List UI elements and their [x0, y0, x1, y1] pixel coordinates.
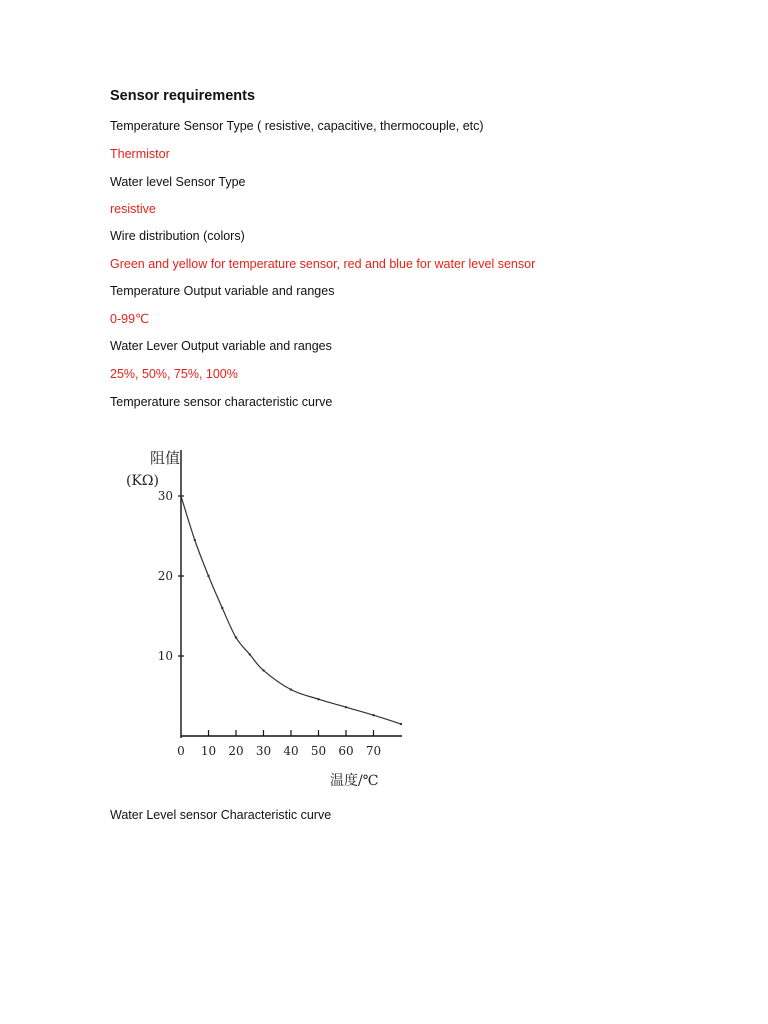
chart-x-tick-label: 30 [255, 744, 272, 758]
water-type-label: Water level Sensor Type [110, 175, 246, 189]
chart-data-point [290, 688, 292, 690]
chart-data-point [207, 575, 209, 577]
water-output-value: 25%, 50%, 75%, 100% [110, 367, 238, 381]
water-curve-label: Water Level sensor Characteristic curve [110, 808, 332, 822]
chart-ylabel-line2: (KΩ) [126, 473, 159, 489]
document-heading: Sensor requirements [110, 88, 256, 104]
chart-data-point [317, 698, 319, 700]
temp-output-label: Temperature Output variable and ranges [110, 284, 335, 298]
chart-ylabel-line1: 阻值 [150, 449, 181, 467]
temp-type-value: Thermistor [110, 147, 170, 161]
chart-x-tick-label: 70 [365, 744, 382, 758]
chart-x-tick-label: 40 [283, 744, 299, 758]
chart-data-point [194, 539, 196, 541]
chart-x-tick-label: 0 [177, 744, 185, 758]
chart-x-tick-label: 20 [228, 744, 244, 758]
wire-label: Wire distribution (colors) [110, 229, 245, 243]
chart-data-point [221, 607, 223, 609]
chart-x-tick-label: 60 [338, 744, 354, 758]
chart-data-point [345, 706, 347, 708]
chart-series-line [181, 496, 401, 724]
temp-curve-label: Temperature sensor characteristic curve [110, 395, 333, 409]
chart-data-point [400, 723, 402, 725]
chart-xlabel: 温度/℃ [330, 773, 379, 789]
temp-type-label: Temperature Sensor Type ( resistive, capacitive, thermocouple, etc) [110, 119, 484, 133]
temp-output-value: 0-99℃ [110, 312, 150, 326]
chart-y-tick-label: 10 [157, 649, 173, 663]
chart-x-tick-label: 10 [200, 744, 217, 758]
chart-y-tick-label: 20 [157, 569, 173, 583]
chart-y-tick-label: 30 [157, 489, 173, 503]
chart-x-tick-label: 50 [310, 744, 327, 758]
chart-data-point [262, 669, 264, 671]
chart-data-point [372, 714, 374, 716]
chart-data-point [180, 495, 182, 497]
water-output-label: Water Lever Output variable and ranges [110, 339, 332, 353]
chart-data-point [249, 653, 251, 655]
chart-data-point [235, 636, 237, 638]
wire-value: Green and yellow for temperature sensor, red and blue for water level sensor [110, 257, 536, 271]
water-type-value: resistive [110, 202, 156, 216]
